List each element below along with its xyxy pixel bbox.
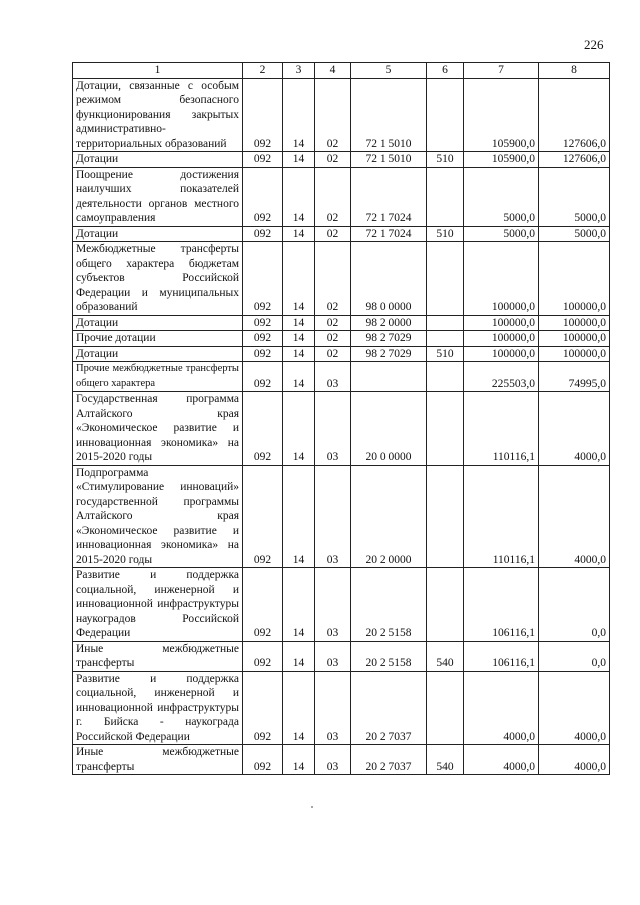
section-code: 14 bbox=[283, 641, 315, 671]
target-article-code: 72 1 5010 bbox=[351, 78, 427, 152]
expense-type-code bbox=[427, 568, 464, 642]
table-row bbox=[73, 671, 610, 745]
admin-code: 092 bbox=[243, 671, 283, 745]
amount-year-1: 4000,0 bbox=[464, 745, 539, 775]
target-article-code: 72 1 5010 bbox=[351, 152, 427, 168]
table-row bbox=[73, 167, 610, 226]
amount-year-1: 105900,0 bbox=[464, 152, 539, 168]
expense-type-code bbox=[427, 315, 464, 331]
subsection-code: 03 bbox=[315, 641, 351, 671]
expense-type-code: 540 bbox=[427, 745, 464, 775]
amount-year-2: 127606,0 bbox=[539, 78, 610, 152]
admin-code: 092 bbox=[243, 152, 283, 168]
target-article-code: 20 2 7037 bbox=[351, 671, 427, 745]
subsection-code: 02 bbox=[315, 346, 351, 362]
section-code: 14 bbox=[283, 568, 315, 642]
table-row bbox=[73, 641, 610, 671]
column-header: 7 bbox=[464, 63, 539, 79]
subsection-code: 02 bbox=[315, 315, 351, 331]
target-article-code: 20 2 5158 bbox=[351, 641, 427, 671]
admin-code: 092 bbox=[243, 331, 283, 347]
column-header: 8 bbox=[539, 63, 610, 79]
expense-type-code bbox=[427, 671, 464, 745]
subsection-code: 02 bbox=[315, 331, 351, 347]
section-code: 14 bbox=[283, 346, 315, 362]
table-row bbox=[73, 465, 610, 568]
row-name: Прочие межбюджетные трансферты общего характера bbox=[73, 362, 243, 392]
subsection-code: 02 bbox=[315, 226, 351, 242]
column-header: 1 bbox=[73, 63, 243, 79]
section-code: 14 bbox=[283, 465, 315, 568]
amount-year-2: 74995,0 bbox=[539, 362, 610, 392]
row-name: Иные межбюджетные трансферты bbox=[73, 745, 243, 775]
amount-year-1: 5000,0 bbox=[464, 167, 539, 226]
target-article-code: 98 2 0000 bbox=[351, 315, 427, 331]
section-code: 14 bbox=[283, 362, 315, 392]
amount-year-2: 100000,0 bbox=[539, 331, 610, 347]
row-name: Дотации bbox=[73, 315, 243, 331]
table-body bbox=[73, 78, 610, 775]
amount-year-2: 100000,0 bbox=[539, 346, 610, 362]
amount-year-2: 5000,0 bbox=[539, 167, 610, 226]
row-name: Дотации bbox=[73, 346, 243, 362]
target-article-code: 20 2 7037 bbox=[351, 745, 427, 775]
admin-code: 092 bbox=[243, 167, 283, 226]
expense-type-code bbox=[427, 392, 464, 466]
subsection-code: 03 bbox=[315, 568, 351, 642]
target-article-code: 98 0 0000 bbox=[351, 242, 427, 316]
page-number: 226 bbox=[584, 37, 604, 52]
expense-type-code: 510 bbox=[427, 346, 464, 362]
amount-year-2: 4000,0 bbox=[539, 392, 610, 466]
table-row bbox=[73, 362, 610, 392]
expense-type-code: 510 bbox=[427, 226, 464, 242]
amount-year-1: 105900,0 bbox=[464, 78, 539, 152]
amount-year-1: 106116,1 bbox=[464, 568, 539, 642]
admin-code: 092 bbox=[243, 465, 283, 568]
column-header: 6 bbox=[427, 63, 464, 79]
row-name: Прочие дотации bbox=[73, 331, 243, 347]
admin-code: 092 bbox=[243, 745, 283, 775]
section-code: 14 bbox=[283, 152, 315, 168]
section-code: 14 bbox=[283, 226, 315, 242]
admin-code: 092 bbox=[243, 346, 283, 362]
budget-table bbox=[72, 62, 610, 775]
admin-code: 092 bbox=[243, 242, 283, 316]
subsection-code: 02 bbox=[315, 78, 351, 152]
expense-type-code bbox=[427, 331, 464, 347]
section-code: 14 bbox=[283, 78, 315, 152]
table-row bbox=[73, 315, 610, 331]
target-article-code: 98 2 7029 bbox=[351, 346, 427, 362]
row-name: Дотации, связанные с особым режимом безопасного функционирования закрытых административно-территориальных образований bbox=[73, 78, 243, 152]
subsection-code: 03 bbox=[315, 465, 351, 568]
subsection-code: 02 bbox=[315, 152, 351, 168]
expense-type-code bbox=[427, 78, 464, 152]
scan-speck bbox=[311, 806, 313, 808]
admin-code: 092 bbox=[243, 78, 283, 152]
table-row bbox=[73, 78, 610, 152]
table-row bbox=[73, 226, 610, 242]
amount-year-2: 5000,0 bbox=[539, 226, 610, 242]
expense-type-code: 510 bbox=[427, 152, 464, 168]
row-name: Развитие и поддержка социальной, инженерной и инновационной инфраструктуры наукоградов Российской Федерации bbox=[73, 568, 243, 642]
amount-year-2: 0,0 bbox=[539, 641, 610, 671]
row-name: Подпрограмма «Стимулирование инноваций» государственной программы Алтайского края «Экономическое развитие и инновационная экономика» на 2015-2020 годы bbox=[73, 465, 243, 568]
table-row bbox=[73, 392, 610, 466]
row-name: Поощрение достижения наилучших показателей деятельности органов местного самоуправления bbox=[73, 167, 243, 226]
admin-code: 092 bbox=[243, 392, 283, 466]
amount-year-1: 4000,0 bbox=[464, 671, 539, 745]
amount-year-2: 4000,0 bbox=[539, 671, 610, 745]
column-header: 5 bbox=[351, 63, 427, 79]
section-code: 14 bbox=[283, 745, 315, 775]
row-name: Государственная программа Алтайского края «Экономическое развитие и инновационная экономика» на 2015-2020 годы bbox=[73, 392, 243, 466]
admin-code: 092 bbox=[243, 226, 283, 242]
amount-year-2: 0,0 bbox=[539, 568, 610, 642]
target-article-code: 20 2 0000 bbox=[351, 465, 427, 568]
amount-year-1: 5000,0 bbox=[464, 226, 539, 242]
row-name: Дотации bbox=[73, 152, 243, 168]
section-code: 14 bbox=[283, 331, 315, 347]
amount-year-1: 100000,0 bbox=[464, 346, 539, 362]
expense-type-code bbox=[427, 242, 464, 316]
subsection-code: 03 bbox=[315, 392, 351, 466]
expense-type-code bbox=[427, 362, 464, 392]
row-name: Дотации bbox=[73, 226, 243, 242]
amount-year-1: 106116,1 bbox=[464, 641, 539, 671]
amount-year-1: 100000,0 bbox=[464, 242, 539, 316]
row-name: Развитие и поддержка социальной, инженерной и инновационной инфраструктуры г. Бийска - наукограда Российской Федерации bbox=[73, 671, 243, 745]
subsection-code: 02 bbox=[315, 242, 351, 316]
amount-year-2: 100000,0 bbox=[539, 315, 610, 331]
target-article-code bbox=[351, 362, 427, 392]
column-header: 4 bbox=[315, 63, 351, 79]
admin-code: 092 bbox=[243, 315, 283, 331]
amount-year-2: 127606,0 bbox=[539, 152, 610, 168]
expense-type-code: 540 bbox=[427, 641, 464, 671]
column-header: 3 bbox=[283, 63, 315, 79]
row-name: Межбюджетные трансферты общего характера бюджетам субъектов Российской Федерации и муниципальных образований bbox=[73, 242, 243, 316]
expense-type-code bbox=[427, 465, 464, 568]
admin-code: 092 bbox=[243, 641, 283, 671]
subsection-code: 03 bbox=[315, 671, 351, 745]
header-row bbox=[73, 63, 610, 79]
amount-year-2: 4000,0 bbox=[539, 465, 610, 568]
table-row bbox=[73, 745, 610, 775]
amount-year-1: 110116,1 bbox=[464, 392, 539, 466]
table-row bbox=[73, 331, 610, 347]
section-code: 14 bbox=[283, 242, 315, 316]
target-article-code: 72 1 7024 bbox=[351, 167, 427, 226]
table-row bbox=[73, 568, 610, 642]
subsection-code: 02 bbox=[315, 167, 351, 226]
target-article-code: 98 2 7029 bbox=[351, 331, 427, 347]
amount-year-1: 110116,1 bbox=[464, 465, 539, 568]
target-article-code: 72 1 7024 bbox=[351, 226, 427, 242]
section-code: 14 bbox=[283, 671, 315, 745]
subsection-code: 03 bbox=[315, 362, 351, 392]
section-code: 14 bbox=[283, 392, 315, 466]
amount-year-1: 100000,0 bbox=[464, 331, 539, 347]
amount-year-2: 4000,0 bbox=[539, 745, 610, 775]
section-code: 14 bbox=[283, 315, 315, 331]
amount-year-1: 100000,0 bbox=[464, 315, 539, 331]
expense-type-code bbox=[427, 167, 464, 226]
section-code: 14 bbox=[283, 167, 315, 226]
admin-code: 092 bbox=[243, 568, 283, 642]
table-row bbox=[73, 152, 610, 168]
amount-year-1: 225503,0 bbox=[464, 362, 539, 392]
admin-code: 092 bbox=[243, 362, 283, 392]
target-article-code: 20 2 5158 bbox=[351, 568, 427, 642]
subsection-code: 03 bbox=[315, 745, 351, 775]
table-row bbox=[73, 346, 610, 362]
amount-year-2: 100000,0 bbox=[539, 242, 610, 316]
table-row bbox=[73, 242, 610, 316]
column-header: 2 bbox=[243, 63, 283, 79]
row-name: Иные межбюджетные трансферты bbox=[73, 641, 243, 671]
target-article-code: 20 0 0000 bbox=[351, 392, 427, 466]
